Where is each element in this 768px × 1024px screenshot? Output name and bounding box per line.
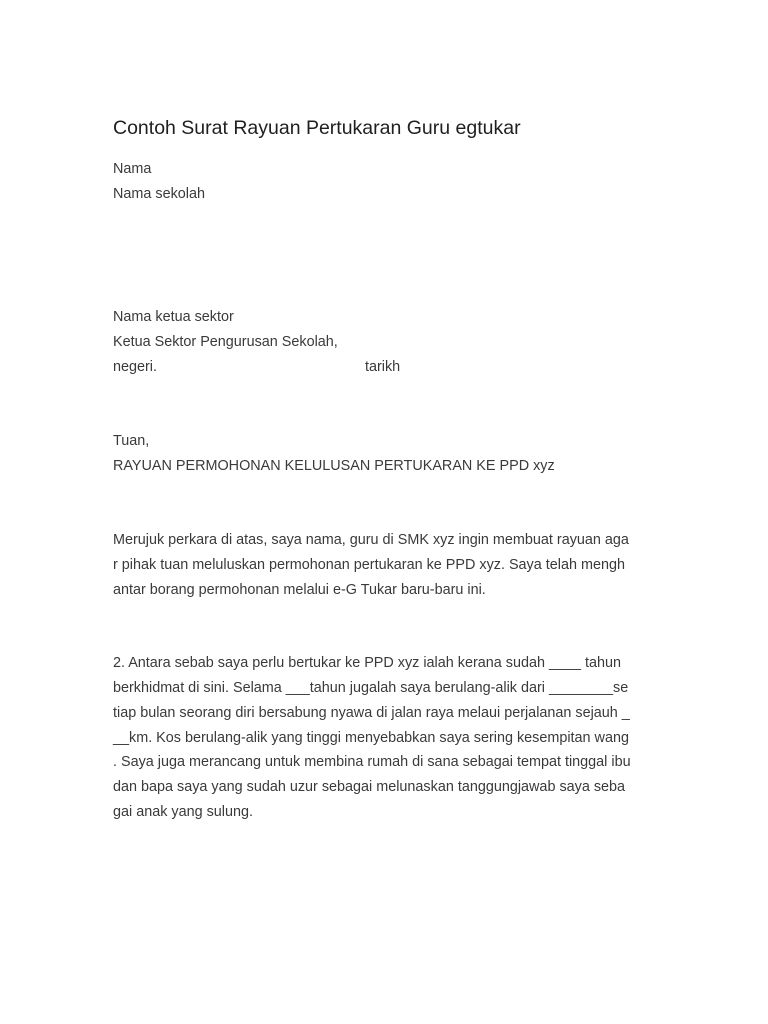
paragraph-line: dan bapa saya yang sudah uzur sebagai melunaskan tanggungjawab saya seba <box>113 779 626 795</box>
paragraph-line: __km. Kos berulang-alik yang tinggi menyebabkan saya sering kesempitan wang <box>113 730 629 746</box>
subject-line: RAYUAN PERMOHONAN KELULUSAN PERTUKARAN KE PPD xyz <box>113 458 555 474</box>
document-title: Contoh Surat Rayuan Pertukaran Guru egtukar <box>113 117 521 139</box>
paragraph-line: . Saya juga merancang untuk membina rumah di sana sebagai tempat tinggal ibu <box>113 754 631 770</box>
paragraph-line: 2. Antara sebab saya perlu bertukar ke PPD xyz ialah kerana sudah ____ tahun <box>113 655 621 671</box>
sender-name: Nama <box>113 161 152 177</box>
paragraph-line: tiap bulan seorang diri bersabung nyawa di jalan raya melaui perjalanan sejauh _ <box>113 705 630 721</box>
recipient-position: Ketua Sektor Pengurusan Sekolah, <box>113 334 338 350</box>
recipient-state: negeri. <box>113 359 158 375</box>
paragraph-line: Merujuk perkara di atas, saya nama, guru di SMK xyz ingin membuat rayuan aga <box>113 532 629 548</box>
date-label: tarikh <box>365 359 401 375</box>
recipient-name: Nama ketua sektor <box>113 309 234 325</box>
recipient-address-row <box>113 358 513 376</box>
paragraph-line: r pihak tuan meluluskan permohonan pertukaran ke PPD xyz. Saya telah mengh <box>113 557 625 573</box>
salutation: Tuan, <box>113 433 150 449</box>
sender-school: Nama sekolah <box>113 186 205 202</box>
paragraph-line: antar borang permohonan melalui e-G Tukar baru-baru ini. <box>113 582 486 598</box>
paragraph-line: berkhidmat di sini. Selama ___tahun jugalah saya berulang-alik dari ________se <box>113 680 629 696</box>
paragraph-line: gai anak yang sulung. <box>113 804 254 820</box>
